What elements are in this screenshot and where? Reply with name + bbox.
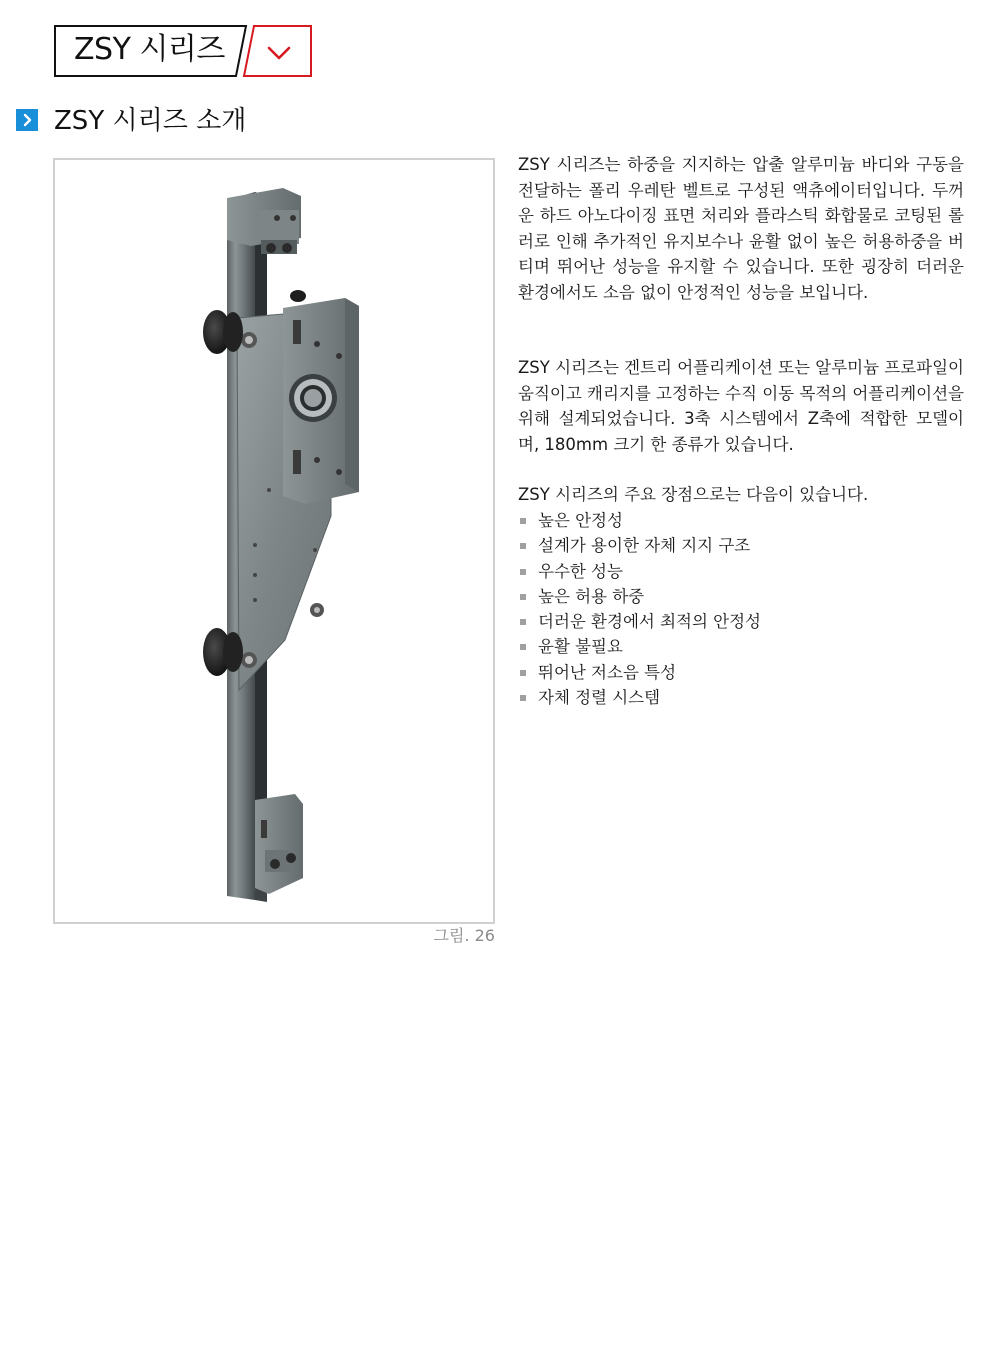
benefits-list [518,508,964,710]
benefits-intro: ZSY 시리즈의 주요 장점으로는 다음이 있습니다. [518,485,869,504]
bullet-icon [520,619,526,625]
chevron-down-icon [244,25,312,77]
list-item: 우수한 성능 [518,559,964,584]
list-item: 설계가 용이한 자체 지지 구조 [518,533,964,558]
list-item: 뛰어난 저소음 특성 [518,660,964,685]
series-title: ZSY 시리즈 [74,32,225,67]
chevron-right-icon [16,109,38,131]
list-item: 더러운 환경에서 최적의 안정성 [518,609,964,634]
bullet-icon [520,644,526,650]
list-item: 높은 허용 하중 [518,584,964,609]
bullet-icon [520,569,526,575]
list-item: 자체 정렬 시스템 [518,685,964,710]
application-paragraph: ZSY 시리즈는 겐트리 어플리케이션 또는 알루미늄 프로파일이 움직이고 캐리지를 고정하는 수직 이동 목적의 어플리케이션을 위해 설계되었습니다. 3축 시스템에서 Z축에 적합한 모델이며, 180mm 크기 한 종류가 있습니다. [518,358,964,454]
bullet-icon [520,543,526,549]
section-title: ZSY 시리즈 소개 [54,106,247,136]
series-dropdown-button[interactable] [244,25,312,77]
page-header [0,0,1000,90]
bullet-icon [520,695,526,701]
figure-caption: 그림. 26 [433,926,495,945]
list-item: 윤활 불필요 [518,634,964,659]
bullet-icon [520,594,526,600]
intro-paragraph: ZSY 시리즈는 하중을 지지하는 압출 알루미늄 바디와 구동을 전달하는 폴리 우레탄 벨트로 구성된 액츄에이터입니다. 두꺼운 하드 아노다이징 표면 처리와 플라스틱 화합물로 코팅된 롤러로 인해 추가적인 유지보수나 윤활 없이 높은 허용하중을 버티며 뛰어난 성능을 유지할 수 있습니다. 또한 굉장히 더러운 환경에서도 소음 없이 안정적인 성능을 보입니다. [518,155,964,302]
product-figure [53,158,495,924]
bullet-icon [520,670,526,676]
list-item: 높은 안정성 [518,508,964,533]
bullet-icon [520,518,526,524]
zsy-actuator-illustration [55,160,493,922]
